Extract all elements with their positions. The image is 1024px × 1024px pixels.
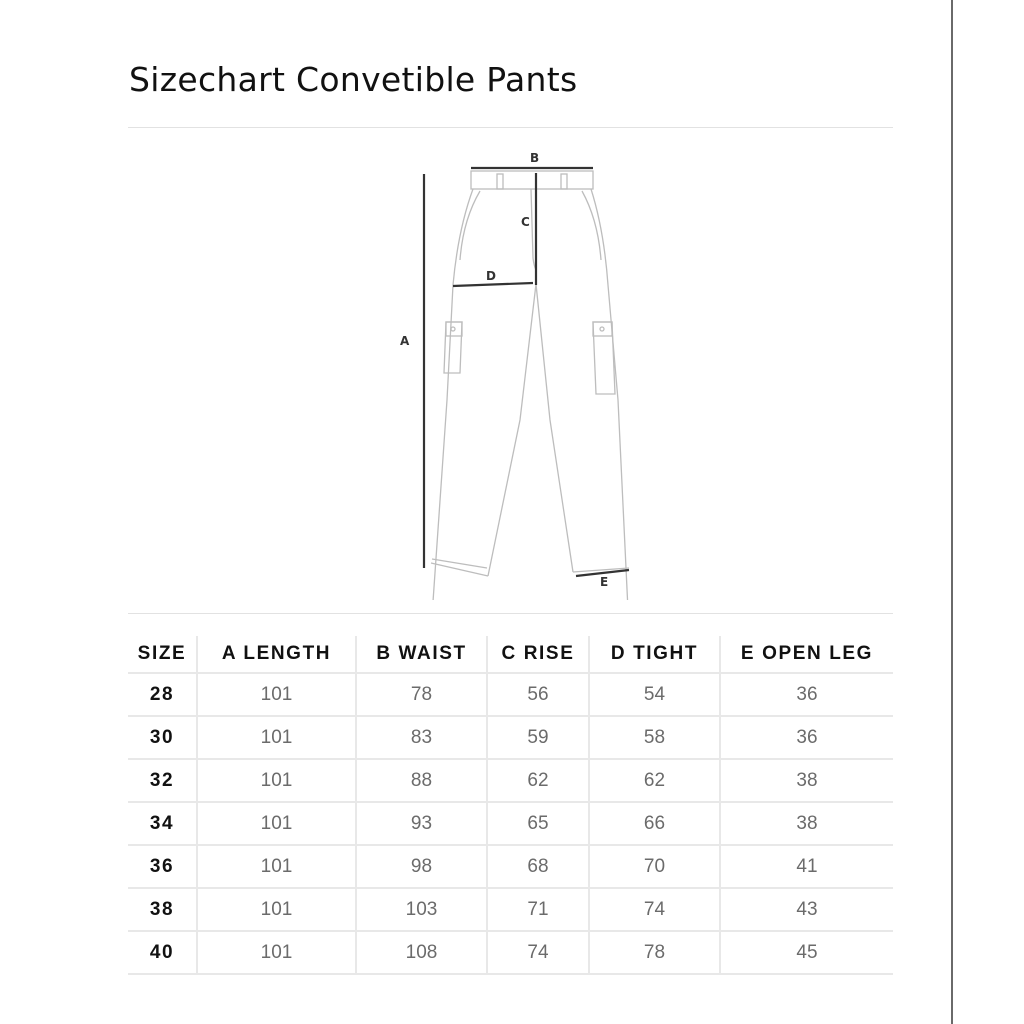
header-d-tight: D TIGHT [589,636,720,673]
cell-d-tight: 58 [589,716,720,759]
measure-lines [424,168,629,576]
cell-a-length: 101 [197,673,356,716]
label-a: A [400,334,410,348]
cell-a-length: 101 [197,802,356,845]
cell-e-open-leg: 45 [720,931,893,974]
page-edge-divider [951,0,953,1024]
right-pocket [582,191,601,260]
left-pocket [460,191,480,260]
cell-e-open-leg: 38 [720,802,893,845]
table-row [128,673,893,716]
header-a-length: A LENGTH [197,636,356,673]
cell-a-length: 101 [197,716,356,759]
table-header-row [128,636,893,673]
cell-size: 40 [128,931,197,974]
cell-e-open-leg: 36 [720,673,893,716]
cell-size: 36 [128,845,197,888]
cell-b-waist: 103 [356,888,487,931]
cell-a-length: 101 [197,845,356,888]
cell-d-tight: 62 [589,759,720,802]
table-row [128,888,893,931]
diagram-divider [128,613,893,614]
cell-size: 38 [128,888,197,931]
cell-d-tight: 70 [589,845,720,888]
cell-c-rise: 71 [487,888,589,931]
label-b: B [530,151,540,165]
cell-c-rise: 74 [487,931,589,974]
label-d: D [486,269,496,283]
cell-a-length: 101 [197,888,356,931]
cell-b-waist: 78 [356,673,487,716]
waistband [471,171,593,189]
table-row [128,759,893,802]
cell-c-rise: 68 [487,845,589,888]
cell-a-length: 101 [197,759,356,802]
cell-b-waist: 98 [356,845,487,888]
header-size: SIZE [128,636,197,673]
cell-c-rise: 56 [487,673,589,716]
belt-loop-right [561,174,567,189]
cell-size: 30 [128,716,197,759]
measure-line-d [453,283,533,286]
cell-e-open-leg: 38 [720,759,893,802]
cell-size: 28 [128,673,197,716]
pants-diagram [390,140,650,600]
cell-b-waist: 93 [356,802,487,845]
cell-d-tight: 78 [589,931,720,974]
cell-c-rise: 62 [487,759,589,802]
table-row [128,802,893,845]
size-table [128,636,893,975]
left-outer-seam [432,189,473,600]
title-divider [128,127,893,128]
cell-size: 34 [128,802,197,845]
cell-e-open-leg: 36 [720,716,893,759]
header-e-open-leg: E OPEN LEG [720,636,893,673]
cell-a-length: 101 [197,931,356,974]
label-c: C [521,215,530,229]
label-e: E [600,575,609,589]
table-row [128,716,893,759]
belt-loop-left [497,174,503,189]
table-row [128,931,893,974]
cell-e-open-leg: 41 [720,845,893,888]
cell-e-open-leg: 43 [720,888,893,931]
page-title: Sizechart Convetible Pants [129,60,578,99]
cell-c-rise: 59 [487,716,589,759]
cell-d-tight: 54 [589,673,720,716]
right-inner-seam [536,284,573,572]
left-hem [431,563,488,576]
cell-b-waist: 108 [356,931,487,974]
cell-size: 32 [128,759,197,802]
left-inner-seam [488,284,536,576]
left-cargo-pocket [444,322,462,373]
cell-c-rise: 65 [487,802,589,845]
cell-d-tight: 66 [589,802,720,845]
header-b-waist: B WAIST [356,636,487,673]
pants-outline [431,171,629,600]
table-row [128,845,893,888]
header-c-rise: C RISE [487,636,589,673]
cell-b-waist: 83 [356,716,487,759]
cell-d-tight: 74 [589,888,720,931]
cell-b-waist: 88 [356,759,487,802]
